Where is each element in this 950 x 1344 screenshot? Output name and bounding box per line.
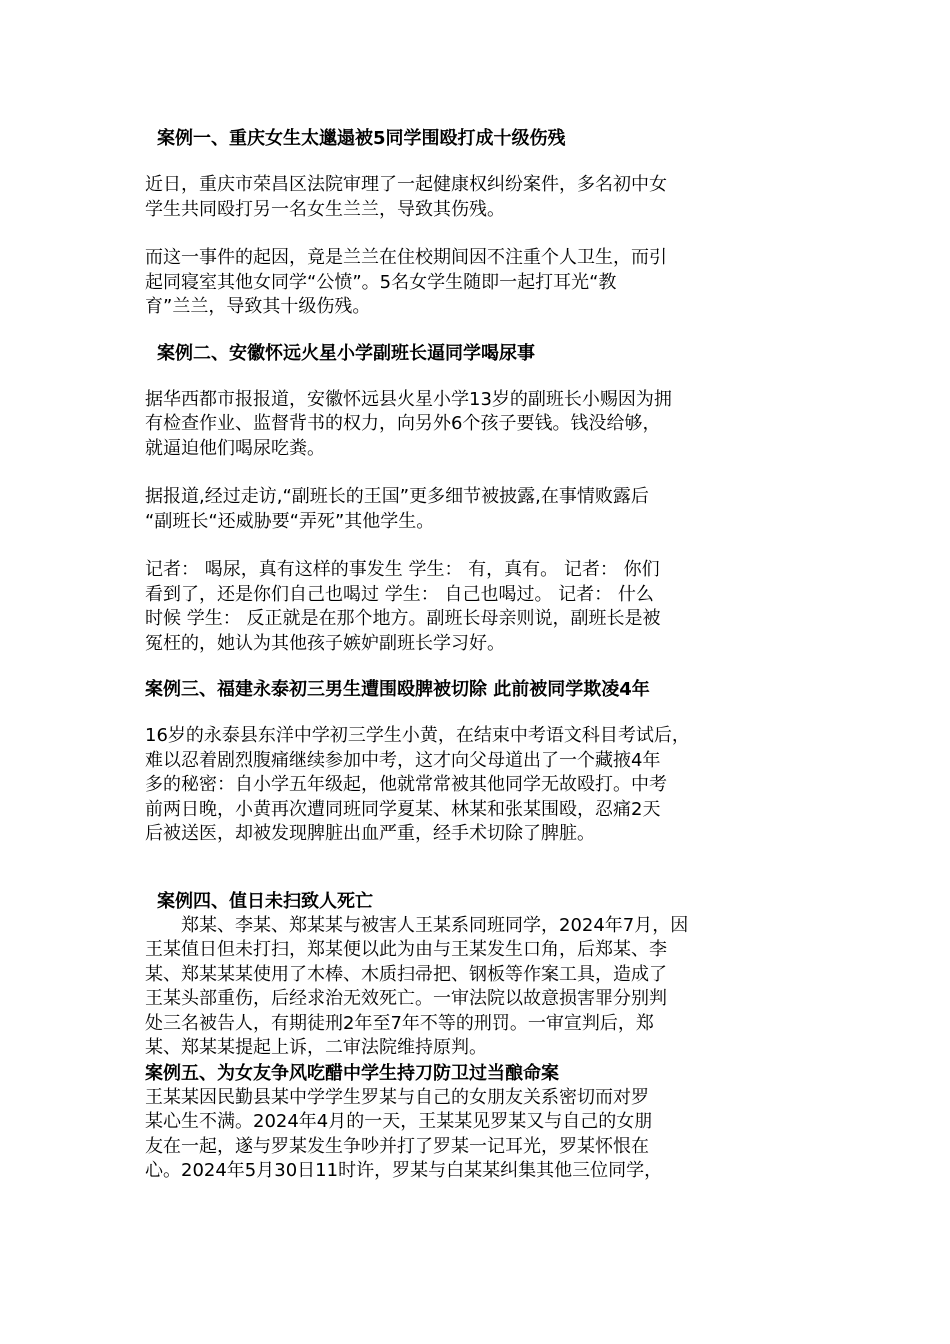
case-2-title: 案例二、安徽怀远火星小学副班长逼同学喝尿事 bbox=[157, 342, 535, 364]
case-2-paragraph-3: 记者： 喝尿，真有这样的事发生 学生： 有，真有。 记者： 你们 看到了，还是你们自己也喝过 学生： 自己也喝过。 记者： 什么 时候 学生： 反正就是在那个地方。副班长母亲则说，副班长是被 冤枉的，她认为其他孩子嫉妒副班长学习好。 bbox=[145, 559, 661, 654]
case-5-paragraph-1: 王某某因民勤县某中学学生罗某与自己的女朋友关系密切而对罗 某心生不满。2024年4月的一天，王某某见罗某又与自己的女朋 友在一起，遂与罗某发生争吵并打了罗某一记耳光，罗某怀恨在 心。2024年5月30日11时许，罗某与白某某纠集其他三位同学， bbox=[145, 1086, 663, 1181]
case-1-paragraph-1: 近日，重庆市荣昌区法院审理了一起健康权纠纷案件，多名初中女 学生共同殴打另一名女生兰兰，导致其伤残。 bbox=[145, 174, 667, 220]
case-5-title: 案例五、为女友争风吃醋中学生持刀防卫过当酿命案 bbox=[145, 1062, 559, 1084]
case-2-paragraph-2: 据报道,经过走访,“副班长的王国”更多细节被披露,在事情败露后 “副班长“还威胁要“弄死”其他学生。 bbox=[145, 486, 649, 532]
case-4-title: 案例四、值日未扫致人死亡 bbox=[157, 890, 373, 912]
case-3-paragraph-1: 16岁的永泰县东洋中学初三学生小黄，在结束中考语文科目考试后， 难以忍着剧烈腹痛继续参加中考，这才向父母道出了一个藏掖4年 多的秘密：自小学五年级起，他就常常被其他同学无故殴打。中考 前两日晚，小黄再次遭同班同学夏某、林某和张某围殴，忍痛2天 后被送医，却被发现脾脏出血严重，经手术切除了脾脏。 bbox=[145, 725, 690, 844]
case-1-paragraph-2: 而这一事件的起因，竟是兰兰在住校期间因不注重个人卫生，而引 起同寝室其他女同学“公愤”。5名女学生随即一起打耳光“教 育”兰兰，导致其十级伤残。 bbox=[145, 247, 667, 317]
case-1-title: 案例一、重庆女生太邋遢被5同学围殴打成十级伤残 bbox=[157, 128, 566, 149]
case-2-paragraph-1: 据华西都市报报道，安徽怀远县火星小学13岁的副班长小赐因为拥 有检查作业、监督背书的权力，向另外6个孩子要钱。钱没给够， 就逼迫他们喝尿吃粪。 bbox=[145, 388, 672, 459]
case-3-title: 案例三、福建永泰初三男生遭围殴脾被切除 此前被同学欺凌4年 bbox=[145, 679, 650, 700]
document-page bbox=[145, 118, 813, 1184]
case-4-paragraph-1: 郑某、李某、郑某某与被害人王某系同班同学，2024年7月，因 王某值日但未打扫，郑某便以此为由与王某发生口角，后郑某、李 某、郑某某某使用了木棒、木质扫帚把、钢板等作案工具，造成了 王某头部重伤，后经求治无效死亡。一审法院以故意损害罪分别判 处三名被告人，有期徒刑2年至7年不等的刑罚。一审宣判后，郑 某、郑某某提起上诉，二审法院维持原判。 bbox=[145, 914, 689, 1058]
